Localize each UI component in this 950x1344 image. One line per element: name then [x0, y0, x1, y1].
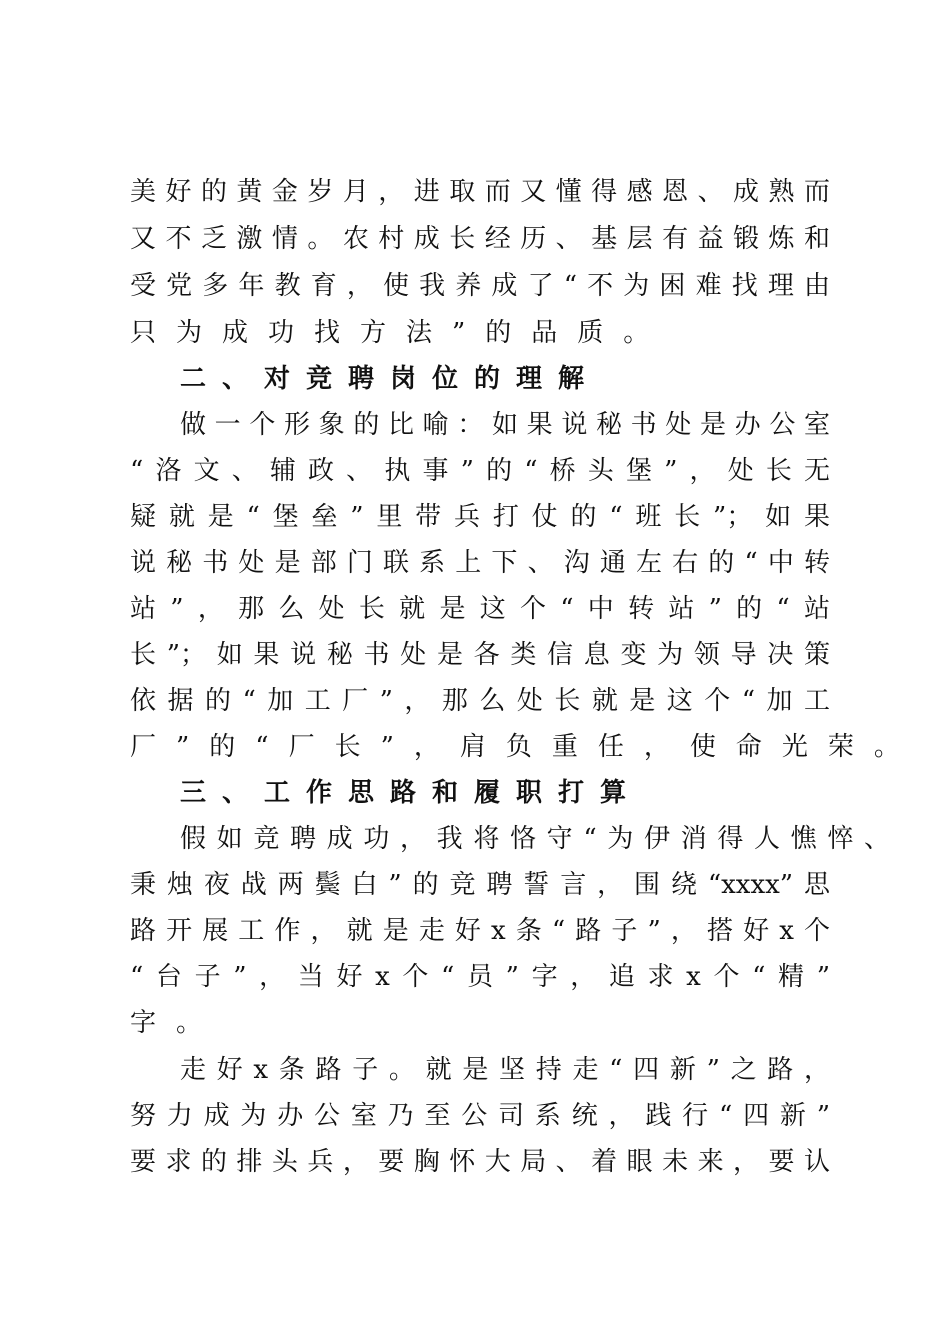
paragraph-line: 站”，那么处长就是这个“中转站”的“站	[130, 594, 830, 624]
paragraph-line: 只为成功找方法”的品质。	[130, 318, 670, 348]
paragraph-line: 假如竞聘成功，我将恪守“为伊消得人憔悴、	[180, 824, 890, 854]
paragraph-line: 又不乏激情。农村成长经历、基层有益锻炼和	[130, 224, 830, 254]
paragraph-line: 做一个形象的比喻：如果说秘书处是办公室	[180, 410, 830, 440]
section-heading: 二、对竞聘岗位的理解	[180, 364, 601, 394]
section-heading: 三、工作思路和履职打算	[180, 778, 643, 808]
paragraph-line: 路开展工作，就是走好x条“路子”，搭好x个	[130, 916, 830, 946]
paragraph-line: 走好x条路子。就是坚持走“四新”之路，	[180, 1055, 830, 1085]
paragraph-line: 秉烛夜战两鬓白”的竞聘誓言，围绕“xxxx”思	[130, 870, 830, 900]
paragraph-line: 字。	[130, 1008, 223, 1038]
paragraph-line: 疑就是“堡垒”里带兵打仗的“班长”；如果	[130, 502, 830, 532]
paragraph-line: 说秘书处是部门联系上下、沟通左右的“中转	[130, 548, 830, 578]
paragraph-line: 厂”的“厂长”，肩负重任，使命光荣。	[130, 732, 920, 762]
paragraph-line: 努力成为办公室乃至公司系统，践行“四新”	[130, 1101, 830, 1131]
paragraph-line: 要求的排头兵，要胸怀大局、着眼未来，要认	[130, 1147, 830, 1177]
paragraph-line: 长”；如果说秘书处是各类信息变为领导决策	[130, 640, 830, 670]
paragraph-line: 受党多年教育，使我养成了“不为困难找理由	[130, 271, 830, 301]
paragraph-line: “台子”，当好x个“员”字，追求x个“精”	[130, 962, 830, 992]
paragraph-line: “洛文、辅政、执事”的“桥头堡”，处长无	[130, 456, 830, 486]
paragraph-line: 依据的“加工厂”，那么处长就是这个“加工	[130, 686, 830, 716]
paragraph-line: 美好的黄金岁月，进取而又懂得感恩、成熟而	[130, 177, 830, 207]
